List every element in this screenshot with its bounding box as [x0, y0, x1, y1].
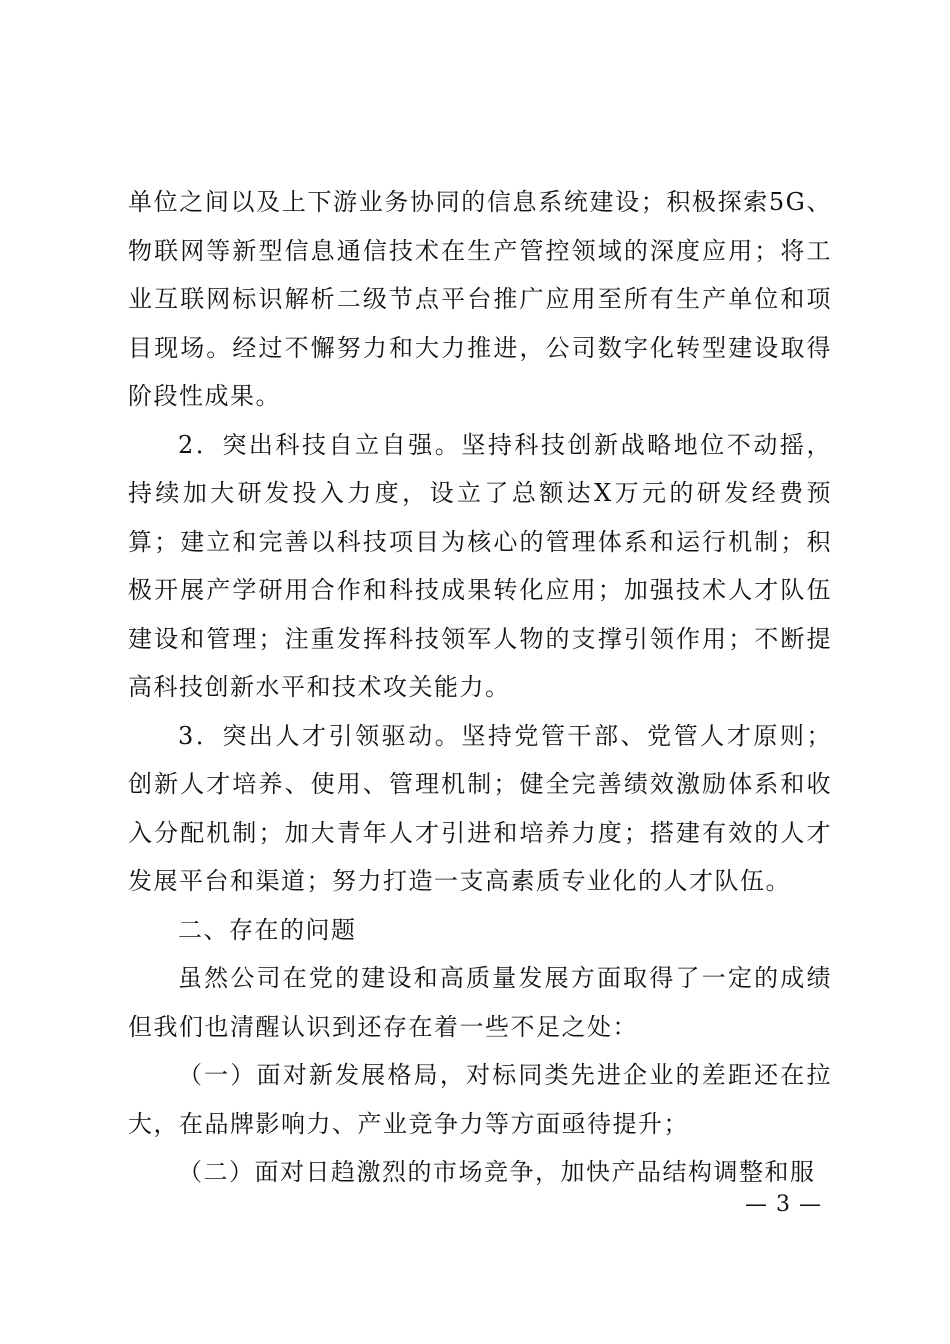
paragraph-talent-driven: 3．突出人才引领驱动。坚持党管干部、党管人才原则；创新人才培养、使用、管理机制；健全完善绩效激励体系和收入分配机制；加大青年人才引进和培养力度；搭建有效的人才发展平台和渠道；努力打造一支高素质专业化的人才队伍。	[128, 721, 832, 895]
document-body	[128, 178, 832, 1197]
paragraph-problem-one: （一）面对新发展格局，对标同类先进企业的差距还在拉大，在品牌影响力、产业竞争力等方面亟待提升；	[128, 1061, 832, 1138]
paragraph-tech-self-reliance: 2．突出科技自立自强。坚持科技创新战略地位不动摇，持续加大研发投入力度，设立了总额达X万元的研发经费预算；建立和完善以科技项目为核心的管理体系和运行机制；积极开展产学研用合作和科技成果转化应用；加强技术人才队伍建设和管理；注重发挥科技领军人物的支撑引领作用；不断提高科技创新水平和技术攻关能力。	[128, 430, 832, 701]
page-number: — 3 —	[745, 1192, 822, 1217]
paragraph-digital-transformation-continued: 单位之间以及上下游业务协同的信息系统建设；积极探索5G、物联网等新型信息通信技术在生产管控领域的深度应用；将工业互联网标识解析二级节点平台推广应用至所有生产单位和项目现场。经过不懈努力和大力推进，公司数字化转型建设取得阶段性成果。	[128, 188, 832, 410]
paragraph-problems-intro: 虽然公司在党的建设和高质量发展方面取得了一定的成绩但我们也清醒认识到还存在着一些不足之处：	[128, 964, 832, 1041]
paragraph-problem-two: （二）面对日趋激烈的市场竞争，加快产品结构调整和服	[178, 1158, 816, 1186]
section-heading-existing-problems: 二、存在的问题	[178, 915, 357, 944]
